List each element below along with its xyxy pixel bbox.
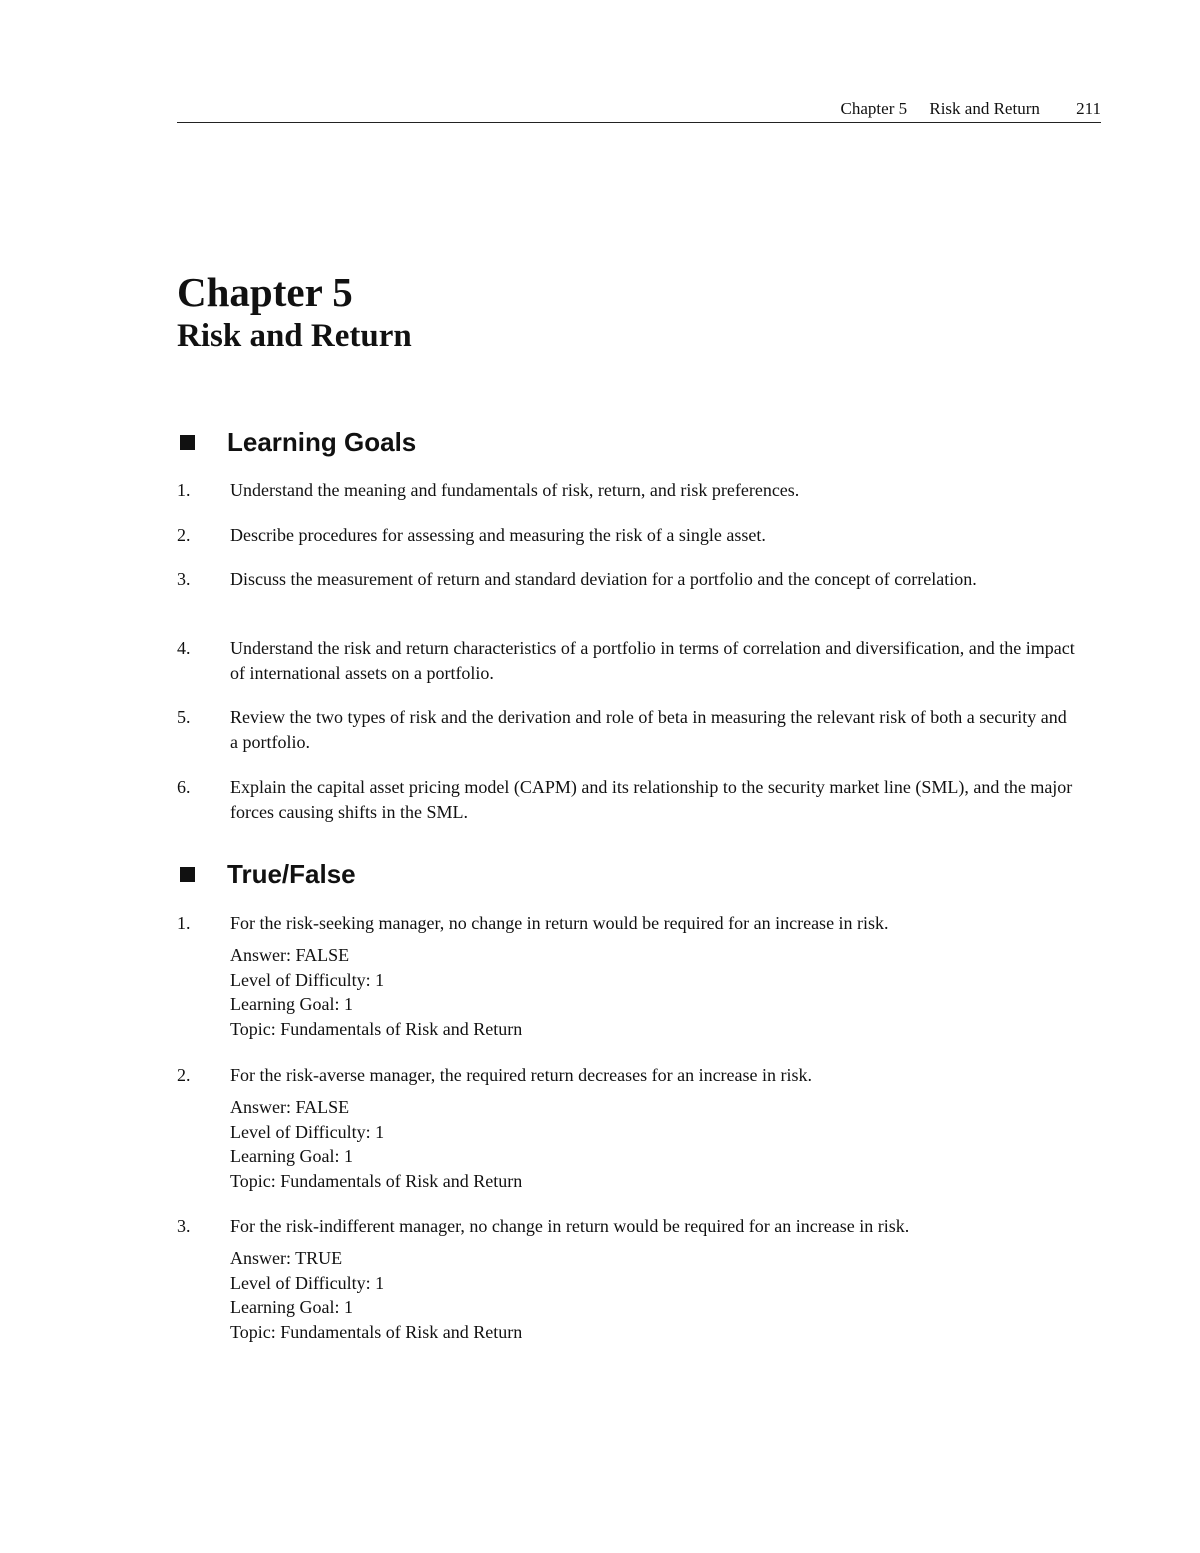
learning-goal-item xyxy=(177,523,1077,548)
learning-goal-text: Describe procedures for assessing and measuring the risk of a single asset. xyxy=(230,525,766,545)
question-meta xyxy=(230,1095,1077,1193)
question-topic: Topic: Fundamentals of Risk and Return xyxy=(230,1018,523,1039)
question-answer: Answer: TRUE xyxy=(230,1248,343,1268)
learning-goal-number: 5. xyxy=(177,707,191,727)
question-learning-goal: Learning Goal: 1 xyxy=(230,994,353,1014)
learning-goal-number: 4. xyxy=(177,638,191,658)
learning-goal-item xyxy=(177,478,1077,503)
true-false-question xyxy=(177,911,1077,1041)
learning-goal-text: Review the two types of risk and the derivation and role of beta in measuring the relevant risk of both a security and a portfolio. xyxy=(230,707,1067,752)
learning-goal-item xyxy=(177,705,1077,755)
learning-goal-text: Understand the meaning and fundamentals of risk, return, and risk preferences. xyxy=(230,480,800,500)
question-text: For the risk-indifferent manager, no change in return would be required for an increase in risk. xyxy=(230,1216,910,1236)
question-answer: Answer: FALSE xyxy=(230,945,350,965)
true-false-question xyxy=(177,1214,1077,1344)
question-number: 1. xyxy=(177,913,191,933)
question-learning-goal: Learning Goal: 1 xyxy=(230,1297,353,1317)
header-topic: Risk and Return xyxy=(929,99,1040,118)
learning-goal-text: Explain the capital asset pricing model (CAPM) and its relationship to the security market line (SML), and the major forces causing shifts in the SML. xyxy=(230,777,1073,822)
true-false-heading-text: True/False xyxy=(227,859,356,889)
question-text: For the risk-seeking manager, no change in return would be required for an increase in risk. xyxy=(230,913,889,933)
learning-goal-item xyxy=(177,775,1077,825)
question-meta xyxy=(230,1246,1077,1344)
question-learning-goal: Learning Goal: 1 xyxy=(230,1146,353,1166)
square-bullet-icon xyxy=(180,435,195,450)
learning-goal-number: 6. xyxy=(177,777,191,797)
learning-goal-number: 1. xyxy=(177,480,191,500)
learning-goal-item xyxy=(177,567,1077,592)
question-text: For the risk-averse manager, the required return decreases for an increase in risk. xyxy=(230,1065,813,1085)
learning-goal-item xyxy=(177,636,1077,686)
question-topic: Topic: Fundamentals of Risk and Return xyxy=(230,1170,523,1191)
question-number: 3. xyxy=(177,1216,191,1236)
learning-goal-number: 3. xyxy=(177,569,191,589)
learning-goal-number: 2. xyxy=(177,525,191,545)
question-topic: Topic: Fundamentals of Risk and Return xyxy=(230,1321,523,1342)
true-false-question xyxy=(177,1063,1077,1193)
header-chapter: Chapter 5 xyxy=(840,99,908,118)
learning-goal-text: Discuss the measurement of return and standard deviation for a portfolio and the concept of correlation. xyxy=(230,569,977,589)
learning-goals-heading xyxy=(177,426,416,458)
learning-goals-heading-text: Learning Goals xyxy=(227,427,417,457)
header-page-number: 211 xyxy=(1076,99,1101,118)
chapter-title: Chapter 5 xyxy=(177,269,353,315)
chapter-subtitle: Risk and Return xyxy=(177,318,412,354)
running-header xyxy=(177,98,1101,123)
learning-goal-text: Understand the risk and return characteristics of a portfolio in terms of correlation and diversification, and the impact of international assets on a portfolio. xyxy=(230,638,1075,683)
question-difficulty: Level of Difficulty: 1 xyxy=(230,1121,385,1142)
square-bullet-icon xyxy=(180,867,195,882)
question-answer: Answer: FALSE xyxy=(230,1097,350,1117)
question-number: 2. xyxy=(177,1065,191,1085)
question-meta xyxy=(230,943,1077,1041)
true-false-heading xyxy=(177,858,356,890)
question-difficulty: Level of Difficulty: 1 xyxy=(230,1272,385,1293)
question-difficulty: Level of Difficulty: 1 xyxy=(230,969,385,990)
